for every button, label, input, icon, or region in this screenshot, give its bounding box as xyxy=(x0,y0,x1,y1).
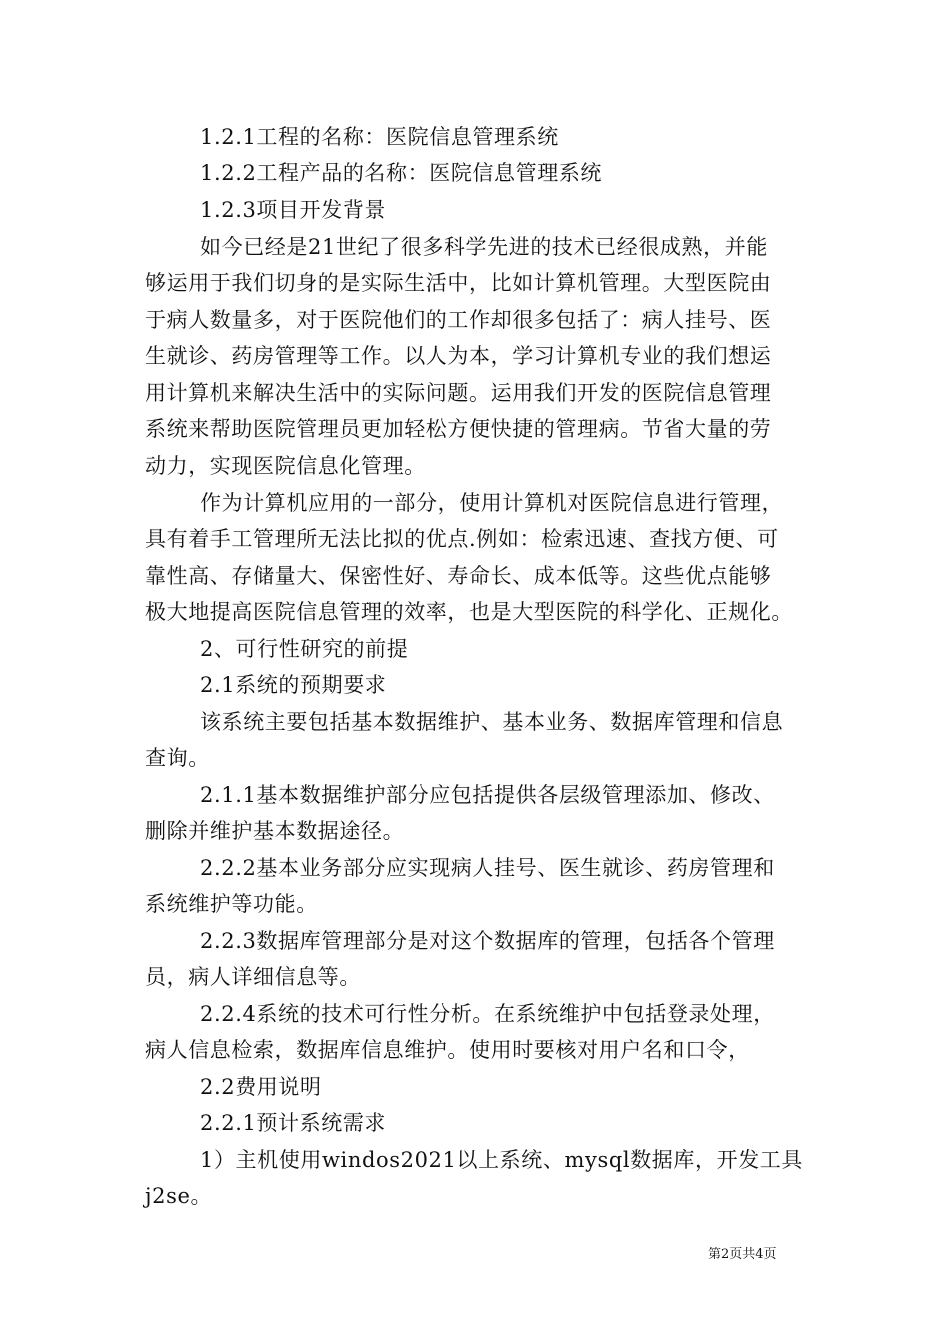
paragraph-line: j2se。 xyxy=(145,1184,213,1208)
paragraph-line: 系统来帮助医院管理员更加轻松方便快捷的管理病。节省大量的劳 xyxy=(145,417,772,441)
heading-feasibility-premise: 2、可行性研究的前提 xyxy=(200,637,409,661)
paragraph-line: 删除并维护基本数据途径。 xyxy=(145,819,405,843)
paragraph-line: 动力，实现医院信息化管理。 xyxy=(145,454,426,478)
paragraph-line: 够运用于我们切身的是实际生活中，比如计算机管理。大型医院由 xyxy=(145,271,772,295)
paragraph-line: 2.1.1基本数据维护部分应包括提供各层级管理添加、修改、 xyxy=(200,783,775,807)
heading-project-name: 1.2.1工程的名称：医院信息管理系统 xyxy=(200,125,559,149)
paragraph-line: 2.2.4系统的技术可行性分析。在系统维护中包括登录处理， xyxy=(200,1002,775,1026)
paragraph-line: 2.2.3数据库管理部分是对这个数据库的管理，包括各个管理 xyxy=(200,929,775,953)
heading-estimated-requirements: 2.2.1预计系统需求 xyxy=(200,1111,387,1135)
paragraph-line: 极大地提高医院信息管理的效率，也是大型医院的科学化、正规化。 xyxy=(145,600,793,624)
paragraph-line: 系统维护等功能。 xyxy=(145,892,318,916)
paragraph-line: 作为计算机应用的一部分，使用计算机对医院信息进行管理， xyxy=(200,491,784,515)
paragraph-line: 于病人数量多，对于医院他们的工作却很多包括了：病人挂号、医 xyxy=(145,308,772,332)
paragraph-line: 该系统主要包括基本数据维护、基本业务、数据库管理和信息 xyxy=(200,710,784,734)
paragraph-line: 用计算机来解决生活中的实际问题。运用我们开发的医院信息管理 xyxy=(145,381,772,405)
paragraph-line: 查询。 xyxy=(145,746,210,770)
heading-project-background: 1.2.3项目开发背景 xyxy=(200,198,387,222)
paragraph-line: 2.2.2基本业务部分应实现病人挂号、医生就诊、药房管理和 xyxy=(200,856,775,880)
heading-product-name: 1.2.2工程产品的名称：医院信息管理系统 xyxy=(200,161,603,185)
paragraph-line: 生就诊、药房管理等工作。以人为本，学习计算机专业的我们想运 xyxy=(145,344,772,368)
heading-system-requirements: 2.1系统的预期要求 xyxy=(200,673,387,697)
paragraph-line: 如今已经是21世纪了很多科学先进的技术已经很成熟，并能 xyxy=(200,235,768,259)
paragraph-line: 具有着手工管理所无法比拟的优点.例如：检索迅速、查找方便、可 xyxy=(145,527,779,551)
paragraph-line: 病人信息检索，数据库信息维护。使用时要核对用户名和口令， xyxy=(145,1038,750,1062)
paragraph-line: 靠性高、存储量大、保密性好、寿命长、成本低等。这些优点能够 xyxy=(145,564,772,588)
heading-cost-description: 2.2费用说明 xyxy=(200,1075,322,1099)
paragraph-line: 员，病人详细信息等。 xyxy=(145,965,361,989)
page-number-footer: 第2页共4页 xyxy=(708,1247,777,1262)
paragraph-line: 1）主机使用windos2021以上系统、mysql数据库，开发工具 xyxy=(200,1148,803,1172)
